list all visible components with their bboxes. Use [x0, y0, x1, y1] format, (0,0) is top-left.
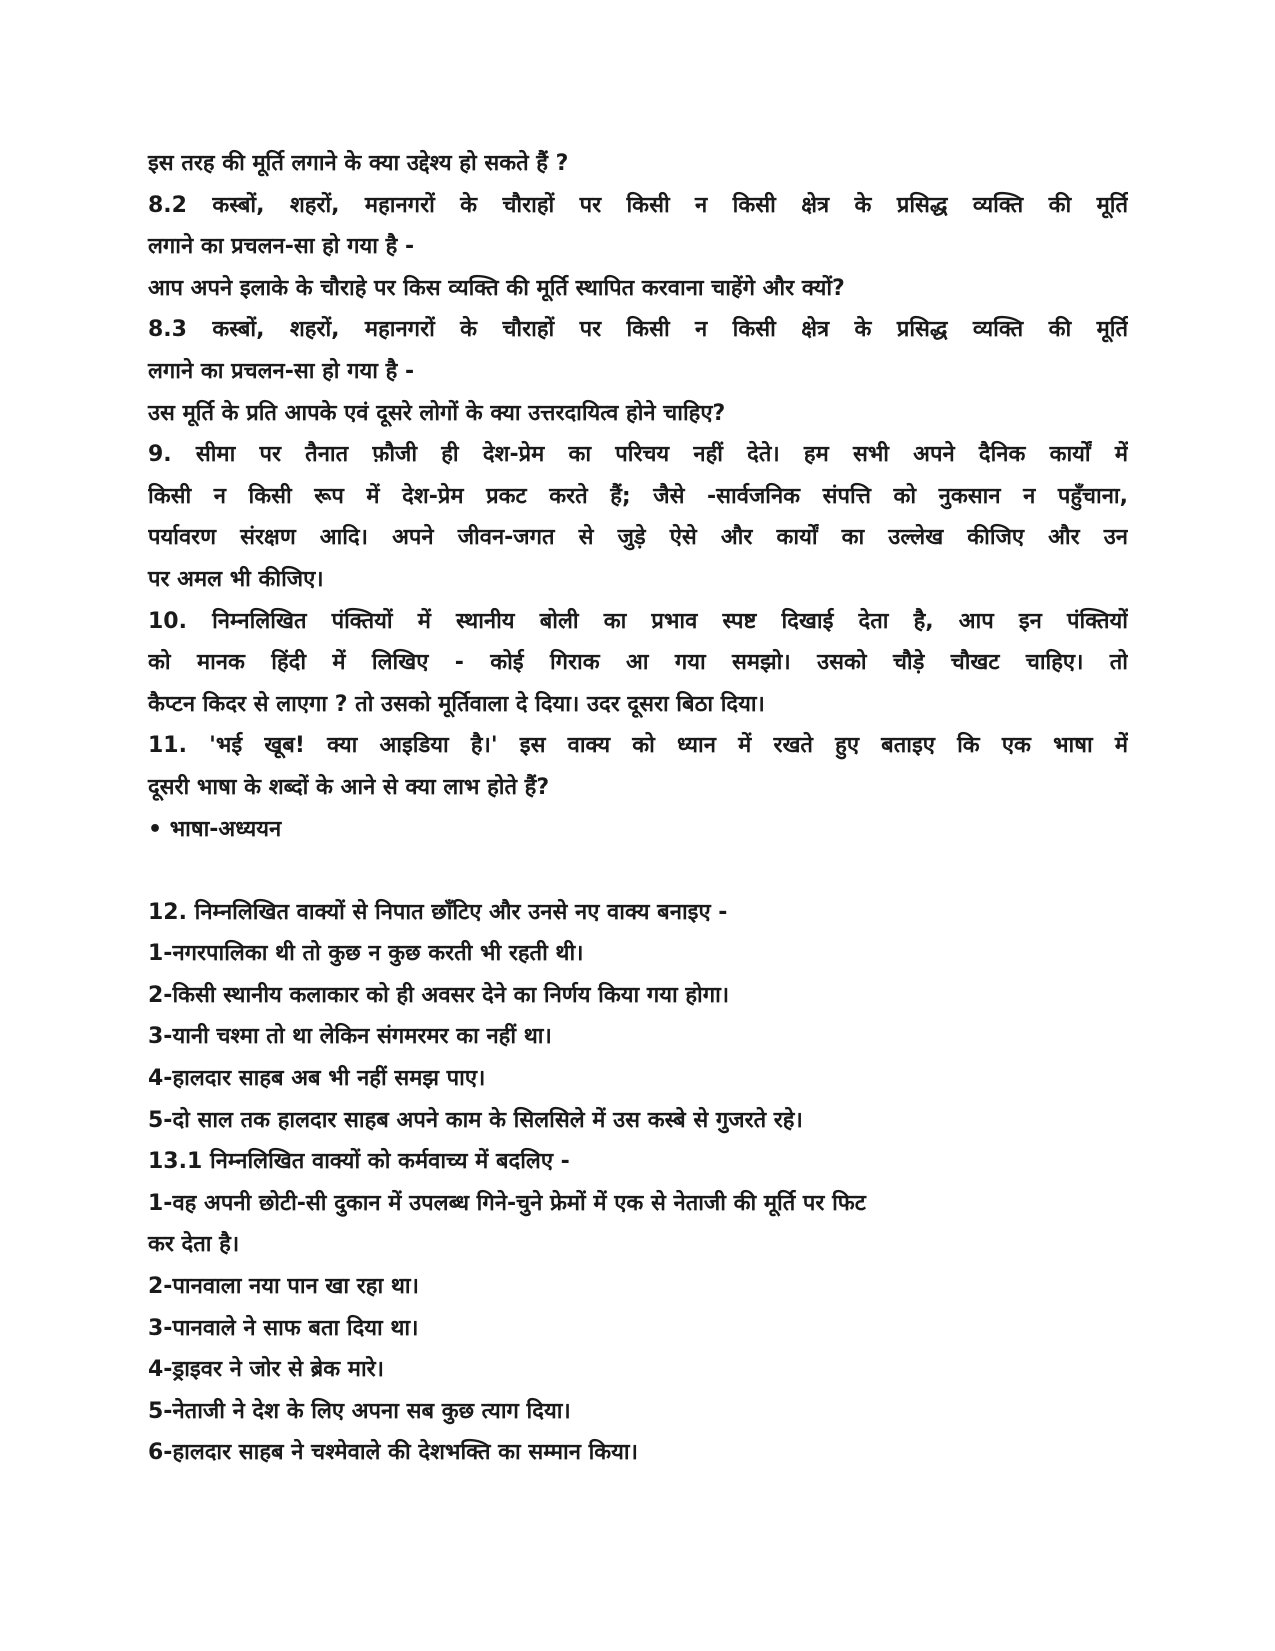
question-line: पर्यावरण संरक्षण आदि। अपने जीवन-जगत से जुड़े ऐसे और कार्यों का उल्लेख कीजिए और उन	[148, 525, 1128, 551]
list-item: 5-दो साल तक हालदार साहब अपने काम के सिलसिले में उस कस्बे से गुजरते रहे।	[148, 1107, 803, 1133]
question-line: इस तरह की मूर्ति लगाने के क्या उद्देश्य हो सकते हैं ?	[148, 151, 569, 176]
list-item: 4-ड्राइवर ने जोर से ब्रेक मारे।	[148, 1357, 384, 1383]
list-item: 3-यानी चश्मा तो था लेकिन संगमरमर का नहीं था।	[148, 1024, 552, 1050]
question-10-line: 10. निम्नलिखित पंक्तियों में स्थानीय बोली का प्रभाव स्पष्ट दिखाई देता है, आप इन पंक्तियों	[148, 608, 1128, 634]
question-line: किसी न किसी रूप में देश-प्रेम प्रकट करते हैं; जैसे -सार्वजनिक संपत्ति को नुकसान न पहुँचाना,	[148, 483, 1128, 509]
list-item: 1-नगरपालिका थी तो कुछ न कुछ करती भी रहती थी।	[148, 941, 584, 967]
question-line: लगाने का प्रचलन-सा हो गया है -	[148, 234, 415, 260]
question-line: आप अपने इलाके के चौराहे पर किस व्यक्ति की मूर्ति स्थापित करवाना चाहेंगे और क्यों?	[148, 275, 845, 301]
list-item: 1-वह अपनी छोटी-सी दुकान में उपलब्ध गिने-चुने फ्रेमों में एक से नेताजी की मूर्ति पर फिट	[148, 1190, 866, 1216]
question-line: पर अमल भी कीजिए।	[148, 566, 324, 592]
section-gap	[148, 850, 1128, 892]
question-line: कैप्टन किदर से लाएगा ? तो उसको मूर्तिवाला दे दिया। उदर दूसरा बिठा दिया।	[148, 691, 765, 717]
list-item: 5-नेताजी ने देश के लिए अपना सब कुछ त्याग दिया।	[148, 1398, 571, 1424]
question-line: लगाने का प्रचलन-सा हो गया है -	[148, 358, 415, 384]
question-line: दूसरी भाषा के शब्दों के आने से क्या लाभ होते हैं?	[148, 774, 550, 800]
list-item: 2-पानवाला नया पान खा रहा था।	[148, 1274, 419, 1300]
list-item: 4-हालदार साहब अब भी नहीं समझ पाए।	[148, 1066, 486, 1092]
question-8-3-line: 8.3 कस्बों, शहरों, महानगरों के चौराहों पर किसी न किसी क्षेत्र के प्रसिद्ध व्यक्ति की मूर्ति	[148, 317, 1128, 343]
list-item: कर देता है।	[148, 1232, 240, 1258]
question-8-2-line: 8.2 कस्बों, शहरों, महानगरों के चौराहों पर किसी न किसी क्षेत्र के प्रसिद्ध व्यक्ति की मूर्ति	[148, 192, 1128, 218]
question-line: को मानक हिंदी में लिखिए - कोई गिराक आ गया समझो। उसको चौड़े चौखट चाहिए। तो	[148, 650, 1128, 676]
document-body	[148, 143, 1128, 1474]
list-item: 6-हालदार साहब ने चश्मेवाले की देशभक्ति का सम्मान किया।	[148, 1440, 638, 1466]
question-11-line: 11. 'भई खूब! क्या आइडिया है।' इस वाक्य को ध्यान में रखते हुए बताइए कि एक भाषा में	[148, 733, 1128, 759]
question-line: उस मूर्ति के प्रति आपके एवं दूसरे लोगों के क्या उत्तरदायित्व होने चाहिए?	[148, 400, 726, 426]
question-12-line: 12. निम्नलिखित वाक्यों से निपात छाँटिए और उनसे नए वाक्य बनाइए -	[148, 899, 728, 925]
question-9-line: 9. सीमा पर तैनात फ़ौजी ही देश-प्रेम का परिचय नहीं देते। हम सभी अपने दैनिक कार्यों में	[148, 442, 1128, 468]
section-heading-bhasha-adhyayan: • भाषा-अध्ययन	[148, 816, 282, 842]
list-item: 2-किसी स्थानीय कलाकार को ही अवसर देने का निर्णय किया गया होगा।	[148, 982, 730, 1008]
question-13-1-line: 13.1 निम्नलिखित वाक्यों को कर्मवाच्य में बदलिए -	[148, 1149, 570, 1175]
list-item: 3-पानवाले ने साफ बता दिया था।	[148, 1315, 419, 1341]
